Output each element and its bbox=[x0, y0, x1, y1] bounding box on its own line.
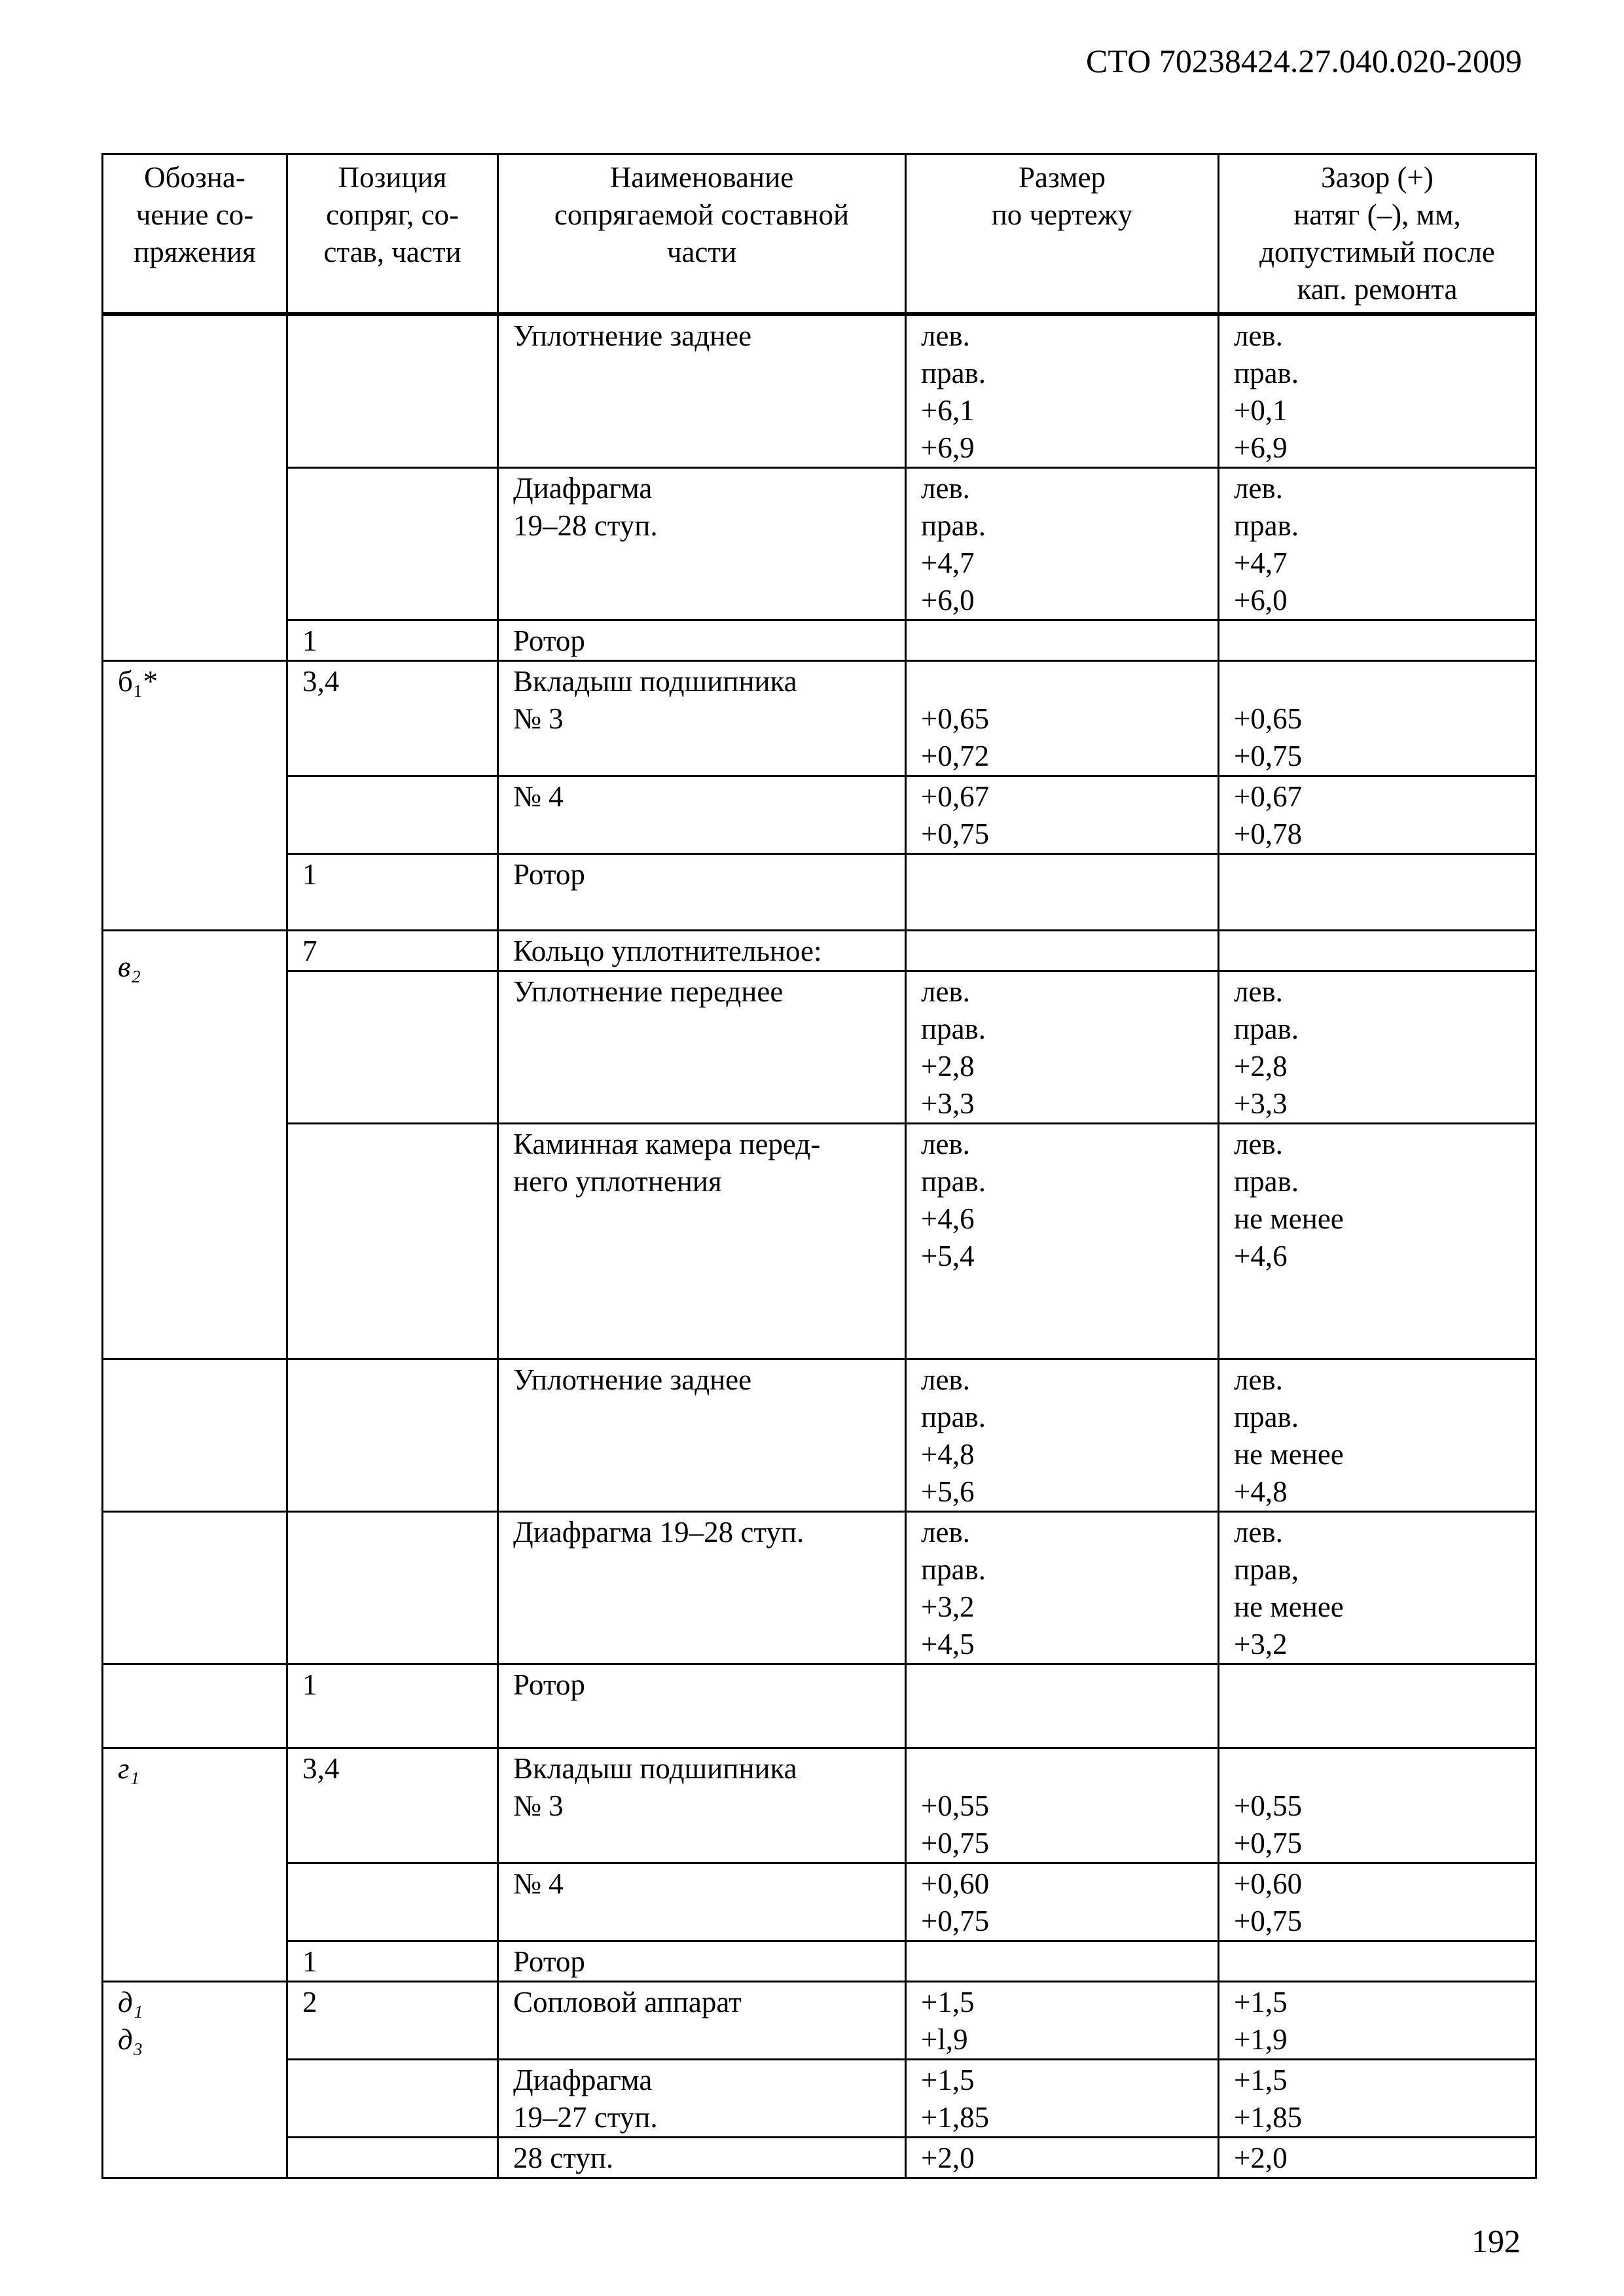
position-cell bbox=[287, 1512, 498, 1664]
table-header-row bbox=[103, 154, 1536, 315]
table-row bbox=[103, 314, 1536, 468]
part-name-cell: Уплотнение переднее bbox=[498, 971, 906, 1124]
position-cell: 2 bbox=[287, 1982, 498, 2060]
clearance-cell bbox=[1219, 620, 1536, 661]
clearance-cell: +0,60 +0,75 bbox=[1219, 1863, 1536, 1941]
table-row bbox=[103, 2060, 1536, 2138]
drawing-size-cell bbox=[906, 931, 1219, 971]
table-row bbox=[103, 776, 1536, 854]
part-name-cell: Кольцо уплотнительное: bbox=[498, 931, 906, 971]
drawing-size-cell: +0,55 +0,75 bbox=[906, 1748, 1219, 1863]
part-name-cell: № 4 bbox=[498, 1863, 906, 1941]
mark-cell: б₁* bbox=[103, 661, 287, 931]
part-name-cell: Уплотнение заднее bbox=[498, 314, 906, 468]
clearance-cell: +0,55 +0,75 bbox=[1219, 1748, 1536, 1863]
position-cell bbox=[287, 1359, 498, 1512]
mark-cell bbox=[103, 1512, 287, 1664]
clearance-cell: +0,67 +0,78 bbox=[1219, 776, 1536, 854]
drawing-size-cell bbox=[906, 1941, 1219, 1982]
clearance-cell: +1,5 +1,9 bbox=[1219, 1982, 1536, 2060]
header-clearance: Зазор (+) натяг (–), мм, допустимый после кап. ремонта bbox=[1219, 154, 1536, 315]
part-name-cell: Сопловой аппарат bbox=[498, 1982, 906, 2060]
mark-cell bbox=[103, 1359, 287, 1512]
part-name-cell: № 4 bbox=[498, 776, 906, 854]
header-drawing-size: Размер по чертежу bbox=[906, 154, 1219, 315]
table-row bbox=[103, 1359, 1536, 1512]
header-part-name: Наименование сопрягаемой составной части bbox=[498, 154, 906, 315]
part-name-cell: Ротор bbox=[498, 1664, 906, 1748]
drawing-size-cell: +0,65 +0,72 bbox=[906, 661, 1219, 776]
clearance-cell bbox=[1219, 931, 1536, 971]
part-name-cell: Каминная камера перед- него уплотнения bbox=[498, 1124, 906, 1359]
mark-cell: д₁ д₃ bbox=[103, 1982, 287, 2178]
document-code: СТО 70238424.27.040.020-2009 bbox=[1086, 43, 1522, 79]
part-name-cell: Диафрагма 19–28 ступ. bbox=[498, 468, 906, 620]
clearance-cell: лев. прав. +2,8 +3,3 bbox=[1219, 971, 1536, 1124]
drawing-size-cell: +0,60 +0,75 bbox=[906, 1863, 1219, 1941]
position-cell: 7 bbox=[287, 931, 498, 971]
position-cell: 1 bbox=[287, 620, 498, 661]
page-number: 192 bbox=[1471, 2223, 1521, 2259]
position-cell: 1 bbox=[287, 1664, 498, 1748]
table-row bbox=[103, 620, 1536, 661]
part-name-cell: Диафрагма 19–28 ступ. bbox=[498, 1512, 906, 1664]
position-cell bbox=[287, 1863, 498, 1941]
mark-cell bbox=[103, 1664, 287, 1748]
clearance-cell: лев. прав. +0,1 +6,9 bbox=[1219, 314, 1536, 468]
table-row bbox=[103, 854, 1536, 931]
drawing-size-cell: лев. прав. +4,7 +6,0 bbox=[906, 468, 1219, 620]
position-cell bbox=[287, 314, 498, 468]
header-mark: Обозна- чение со- пряжения bbox=[103, 154, 287, 315]
position-cell bbox=[287, 776, 498, 854]
clearance-cell: +2,0 bbox=[1219, 2138, 1536, 2178]
drawing-size-cell: лев. прав. +2,8 +3,3 bbox=[906, 971, 1219, 1124]
part-name-cell: Вкладыш подшипника № 3 bbox=[498, 1748, 906, 1863]
table-row bbox=[103, 1863, 1536, 1941]
clearance-cell: лев. прав. +4,7 +6,0 bbox=[1219, 468, 1536, 620]
part-name-cell: Вкладыш подшипника № 3 bbox=[498, 661, 906, 776]
position-cell: 3,4 bbox=[287, 1748, 498, 1863]
position-cell: 3,4 bbox=[287, 661, 498, 776]
table-row bbox=[103, 1941, 1536, 1982]
part-name-cell: Ротор bbox=[498, 854, 906, 931]
drawing-size-cell: лев. прав. +4,6 +5,4 bbox=[906, 1124, 1219, 1359]
position-cell bbox=[287, 1124, 498, 1359]
clearance-cell: лев. прав, не менее +3,2 bbox=[1219, 1512, 1536, 1664]
clearance-cell: +1,5 +1,85 bbox=[1219, 2060, 1536, 2138]
mark-cell bbox=[103, 314, 287, 661]
part-name-cell: Ротор bbox=[498, 1941, 906, 1982]
position-cell: 1 bbox=[287, 854, 498, 931]
part-name-cell: Ротор bbox=[498, 620, 906, 661]
part-name-cell: 28 ступ. bbox=[498, 2138, 906, 2178]
mark-cell: в₂ bbox=[103, 931, 287, 1359]
table-row bbox=[103, 1748, 1536, 1863]
clearance-cell: +0,65 +0,75 bbox=[1219, 661, 1536, 776]
position-cell bbox=[287, 2138, 498, 2178]
clearance-cell: лев. прав. не менее +4,6 bbox=[1219, 1124, 1536, 1359]
table-row bbox=[103, 661, 1536, 776]
table-row bbox=[103, 1664, 1536, 1748]
table-row bbox=[103, 971, 1536, 1124]
clearance-table bbox=[101, 153, 1537, 2179]
position-cell bbox=[287, 971, 498, 1124]
part-name-cell: Уплотнение заднее bbox=[498, 1359, 906, 1512]
table-row bbox=[103, 1982, 1536, 2060]
position-cell bbox=[287, 468, 498, 620]
table-row bbox=[103, 2138, 1536, 2178]
clearance-cell bbox=[1219, 1941, 1536, 1982]
drawing-size-cell bbox=[906, 854, 1219, 931]
drawing-size-cell: лев. прав. +4,8 +5,6 bbox=[906, 1359, 1219, 1512]
drawing-size-cell: +1,5 +1,85 bbox=[906, 2060, 1219, 2138]
table-row bbox=[103, 1124, 1536, 1359]
drawing-size-cell bbox=[906, 1664, 1219, 1748]
position-cell: 1 bbox=[287, 1941, 498, 1982]
clearance-cell bbox=[1219, 854, 1536, 931]
position-cell bbox=[287, 2060, 498, 2138]
drawing-size-cell: лев. прав. +3,2 +4,5 bbox=[906, 1512, 1219, 1664]
drawing-size-cell: лев. прав. +6,1 +6,9 bbox=[906, 314, 1219, 468]
drawing-size-cell: +1,5 +l,9 bbox=[906, 1982, 1219, 2060]
drawing-size-cell bbox=[906, 620, 1219, 661]
drawing-size-cell: +0,67 +0,75 bbox=[906, 776, 1219, 854]
mark-cell: г₁ bbox=[103, 1748, 287, 1982]
table-row bbox=[103, 468, 1536, 620]
part-name-cell: Диафрагма 19–27 ступ. bbox=[498, 2060, 906, 2138]
table-row bbox=[103, 1512, 1536, 1664]
drawing-size-cell: +2,0 bbox=[906, 2138, 1219, 2178]
header-position: Позиция сопряг, со- став, части bbox=[287, 154, 498, 315]
clearance-cell bbox=[1219, 1664, 1536, 1748]
table-row bbox=[103, 931, 1536, 971]
clearance-cell: лев. прав. не менее +4,8 bbox=[1219, 1359, 1536, 1512]
